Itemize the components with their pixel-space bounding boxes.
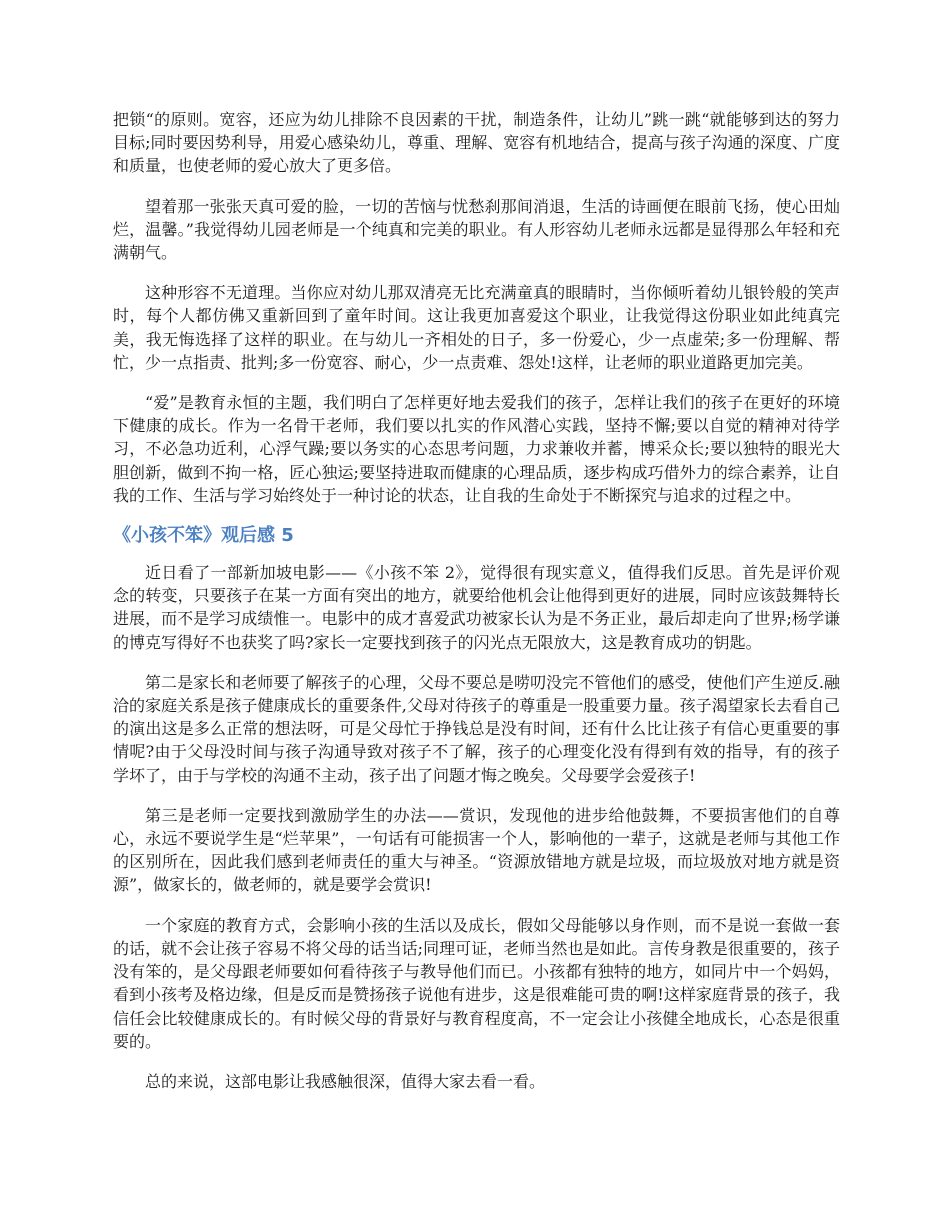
paragraph: 第二是家长和老师要了解孩子的心理，父母不要总是唠叨没完不管他们的感受，使他们产生逆反.融洽的家庭关系是孩子健康成长的重要条件,父母对待孩子的尊重是一股重要力量。孩子渴望家长去看自己的演出这是多么正常的想法呀，可是父母忙于挣钱总是没有时间，还有什么比让孩子有信心更重要的事情呢?由于父母没时间与孩子沟通导致对孩子不了解，孩子的心理变化没有得到有效的指导，有的孩子学坏了，由于与学校的沟通不主动，孩子出了问题才悔之晚矣。父母要学会爱孩子! [113, 672, 840, 785]
paragraph: 一个家庭的教育方式，会影响小孩的生活以及成长，假如父母能够以身作则，而不是说一套做一套的话，就不会让孩子容易不将父母的话当话;同理可证，老师当然也是如此。言传身教是很重要的，孩子没有笨的，是父母跟老师要如何看待孩子与教导他们而已。小孩都有独特的地方，如同片中一个妈妈，看到小孩考及格边缘，但是反而是赞扬孩子说他有进步，这是很难能可贵的啊!这样家庭背景的孩子，我信任会比较健康成长的。有时候父母的背景好与教育程度高，不一定会让小孩健全地成长，心态是很重要的。 [113, 915, 840, 1051]
section-heading: 《小孩不笨》观后感 5 [113, 525, 294, 547]
paragraph: 第三是老师一定要找到激励学生的办法——赏识，发现他的进步给他鼓舞，不要损害他们的自尊心，永远不要说学生是“烂苹果”，一句话有可能损害一个人，影响他的一辈子，这就是老师与其他工作的区别所在，因此我们感到老师责任的重大与神圣。“资源放错地方就是垃圾，而垃圾放对地方就是资源”，做家长的，做老师的，就是要学会赏识! [113, 805, 840, 895]
paragraph: “爱”是教育永恒的主题，我们明白了怎样更好地去爱我们的孩子，怎样让我们的孩子在更好的环境下健康的成长。作为一名骨干老师，我们要以扎实的作风潜心实践，坚持不懈;要以自觉的精神对待学习，不必急功近利，心浮气躁;要以务实的心态思考问题，力求兼收并蓄，博采众长;要以独特的眼光大胆创新，做到不拘一格，匠心独运;要坚持进取而健康的心理品质，逐步构成巧借外力的综合素养，让自我的工作、生活与学习始终处于一种讨论的状态，让自我的生命处于不断探究与追求的过程之中。 [113, 393, 840, 505]
paragraph: 望着那一张张天真可爱的脸，一切的苦恼与忧愁刹那间消退，生活的诗画便在眼前飞扬，使心田灿烂，温馨。”我觉得幼儿园老师是一个纯真和完美的职业。有人形容幼儿老师永远都是显得那么年轻和充满朝气。 [113, 196, 840, 263]
paragraph: 这种形容不无道理。当你应对幼儿那双清亮无比充满童真的眼睛时，当你倾听着幼儿银铃般的笑声时，每个人都仿佛又重新回到了童年时间。这让我更加喜爱这个职业，让我觉得这份职业如此纯真完美，我无悔选择了这样的职业。在与幼儿一齐相处的日子，多一份爱心，少一点虚荣;多一份理解、帮忙，少一点指责、批判;多一份宽容、耐心，少一点责难、怨处!这样，让老师的职业道路更加完美。 [113, 283, 840, 372]
document-page [113, 108, 840, 1110]
paragraph: 近日看了一部新加坡电影——《小孩不笨 2》，觉得很有现实意义，值得我们反思。首先是评价观念的转变，只要孩子在某一方面有突出的地方，就要给他机会让他得到更好的进展，同时应该鼓舞特长进展，而不是学习成绩惟一。电影中的成才喜爱武功被家长认为是不务正业，最后却走向了世界;杨学谦的博克写得好不也获奖了吗?家长一定要找到孩子的闪光点无限放大，这是教育成功的钥匙。 [113, 563, 840, 652]
paragraph: 总的来说，这部电影让我感触很深，值得大家去看一看。 [145, 1071, 546, 1091]
paragraph: 把锁“的原则。宽容，还应为幼儿排除不良因素的干扰，制造条件，让幼儿”跳一跳“就能够到达的努力目标;同时要因势利导，用爱心感染幼儿，尊重、理解、宽容有机地结合，提高与孩子沟通的深度、广度和质量，也使老师的爱心放大了更多倍。 [113, 110, 840, 176]
